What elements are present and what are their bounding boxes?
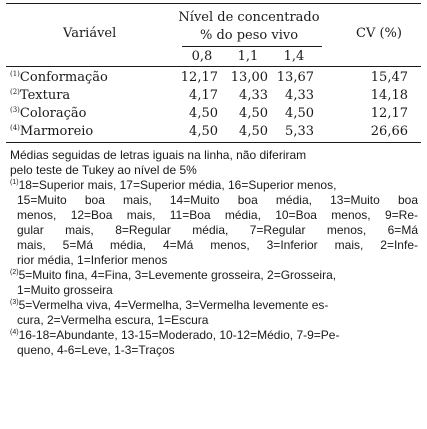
note-2-line: 1=Muito grosseira <box>17 283 113 297</box>
footnote-marker: (2) <box>10 269 19 276</box>
note-1-line: gular mais, 8=Regular média, 7=Regular menos, 6=Má <box>17 223 418 237</box>
footnote-marker: (1) <box>10 179 19 186</box>
table-row-label: $^{(2)}$Textura <box>10 88 71 103</box>
note-1-line: 15=Muito boa mais, 14=Muito boa média, 13=Muito boa <box>17 193 418 207</box>
footnote-marker: (1) <box>10 70 20 78</box>
table-cell: 4,33 <box>239 88 268 103</box>
header-level-2: 1,1 <box>237 49 259 64</box>
note-4-line: $^{(4)}$16-18=Abundante, 13-15=Moderado, 10-12=Médio, 7-9=Pe- <box>10 328 340 342</box>
header-cv: CV (%) <box>356 26 402 41</box>
footnote-marker: (4) <box>10 124 20 132</box>
note-intro-line: pelo teste de Tukey ao nível de 5% <box>10 163 197 177</box>
table-cell: 4,50 <box>285 106 314 121</box>
note-2-line: $^{(2)}$5=Muito fina, 4=Fina, 3=Levemente grosseira, 2=Grosseira, <box>10 268 337 282</box>
table-cell: 4,33 <box>285 88 314 103</box>
header-variable: Variável <box>63 26 117 41</box>
note-intro-line: Médias seguidas de letras iguais na linha, não diferiram <box>10 148 307 162</box>
table-cell: 4,17 <box>189 88 218 103</box>
header-group: Nível de concentrado <box>178 10 320 25</box>
note-1-line: $^{(1)}$18=Superior mais, 17=Superior média, 16=Superior menos, <box>10 178 337 192</box>
table-cell: 12,17 <box>370 106 408 121</box>
note-3-line: cura, 2=Vermelha escura, 1=Escura <box>17 313 209 327</box>
table-cell: 4,50 <box>189 106 218 121</box>
note-4-line: queno, 4-6=Leve, 1-3=Traços <box>17 343 175 357</box>
footnote-marker: (2) <box>10 88 20 96</box>
table-row-label: $^{(4)}$Marmoreio <box>10 124 94 139</box>
table-cell: 14,18 <box>370 88 408 103</box>
table-row-label: $^{(3)}$Coloração <box>10 106 87 121</box>
subgroup-rule <box>182 46 322 47</box>
table-top-rule <box>6 3 421 4</box>
table-cell: 5,33 <box>285 124 314 139</box>
table-bottom-rule <box>6 142 421 143</box>
note-3-line: $^{(3)}$5=Vermelha viva, 4=Vermelha, 3=Vermelha levemente es- <box>10 298 329 312</box>
header-bottom-rule <box>6 66 421 67</box>
header-subgroup: % do peso vivo <box>199 28 299 43</box>
table-cell: 4,50 <box>239 124 268 139</box>
note-1-line: rior média, 1=Inferior menos <box>17 253 168 267</box>
table-cell: 13,67 <box>276 70 314 85</box>
note-1-line: mais, 5=Má média, 4=Má menos, 3=Inferior mais, 2=Infe- <box>17 238 418 252</box>
footnote-marker: (4) <box>10 329 19 336</box>
header-level-3: 1,4 <box>283 49 305 64</box>
table-cell: 26,66 <box>370 124 408 139</box>
table-cell: 4,50 <box>239 106 268 121</box>
table-row-label: $^{(1)}$Conformação <box>10 70 108 85</box>
table-cell: 12,17 <box>180 70 218 85</box>
table-cell: 13,00 <box>230 70 268 85</box>
header-level-1: 0,8 <box>191 49 213 64</box>
footnote-marker: (3) <box>10 299 19 306</box>
note-1-line: menos, 12=Boa mais, 11=Boa média, 10=Boa menos, 9=Re- <box>17 208 418 222</box>
table-cell: 15,47 <box>370 70 408 85</box>
table-cell: 4,50 <box>189 124 218 139</box>
footnote-marker: (3) <box>10 106 20 114</box>
